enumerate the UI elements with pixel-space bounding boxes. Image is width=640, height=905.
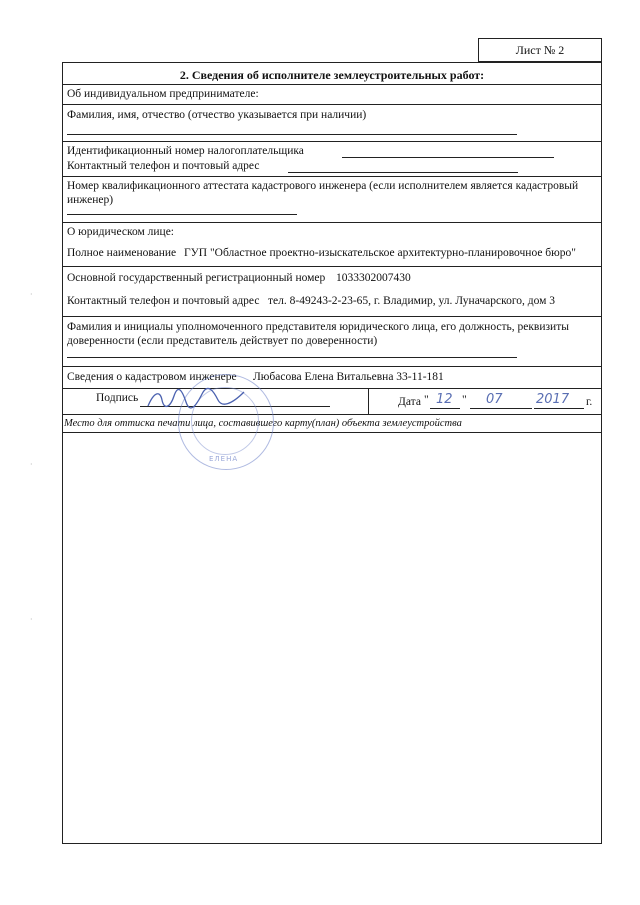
date-month: 07 [486,392,503,407]
legal-contact-value: тел. 8-49243-2-23-65, г. Владимир, ул. Луначарского, дом 3 [268,295,556,307]
date-day: 12 [436,392,453,407]
divider-vertical [368,388,369,414]
section-title: 2. Сведения об исполнителе землеустроительных работ: [179,68,485,82]
date-year-suffix: г. [586,396,593,408]
divider [62,366,602,367]
margin-mark: · [30,460,33,469]
engineer-value: Любасова Елена Витальевна 33-11-181 [253,371,444,383]
date-quote: " [424,394,429,406]
legal-fullname-value: ГУП "Областное проектно-изыскательское архитектурно-планировочное бюро" [184,247,576,259]
sheet-number: Лист № 2 [478,38,602,62]
divider [62,141,602,142]
ogrn-label: Основной государственный регистрационный номер [67,272,326,284]
date-label: Дата [398,396,421,408]
attest-label-cont: инженер) [67,194,114,206]
date-quote: " [462,394,467,406]
stamp-caption: Место для оттиска печати лица, составившего карту(план) объекта землеустройства [64,418,462,429]
divider [62,266,602,267]
inn-field[interactable] [342,157,554,158]
date-year: 2017 [536,392,570,407]
inn-label: Идентификационный номер налогоплательщика [67,145,304,157]
margin-mark: · [30,615,33,624]
divider [62,222,602,223]
signature-scribble-icon [140,386,250,412]
attest-field[interactable] [67,214,297,215]
divider [62,84,602,85]
rep-label-cont: доверенности (если представитель действует по доверенности) [67,335,378,347]
date-month-field[interactable] [470,408,532,409]
contact-field[interactable] [288,172,518,173]
attest-label: Номер квалификационного аттестата кадастрового инженера (если исполнителем является кадастровый [67,180,579,192]
divider [62,414,602,415]
margin-mark: · [30,290,33,299]
fio-field[interactable] [67,134,517,135]
fio-label: Фамилия, имя, отчество (отчество указывается при наличии) [67,109,367,121]
signature-label: Подпись [96,392,139,404]
date-year-field[interactable] [534,408,584,409]
rep-label: Фамилия и инициалы уполномоченного представителя юридического лица, его должность, реквизиты [67,321,569,333]
divider [62,432,602,433]
rep-field[interactable] [67,357,517,358]
legal-fullname-label: Полное наименование [67,247,177,259]
individual-heading: Об индивидуальном предпринимателе: [67,88,259,100]
divider [62,176,602,177]
legal-contact-label: Контактный телефон и почтовый адрес [67,295,260,307]
contact-label: Контактный телефон и почтовый адрес [67,160,260,172]
date-day-field[interactable] [430,408,460,409]
stamp-text: ЕЛЕНА [209,455,239,463]
divider [62,104,602,105]
engineer-label: Сведения о кадастровом инженере [67,371,237,383]
ogrn-value: 1033302007430 [336,272,411,284]
legal-heading: О юридическом лице: [67,226,174,238]
divider [62,316,602,317]
